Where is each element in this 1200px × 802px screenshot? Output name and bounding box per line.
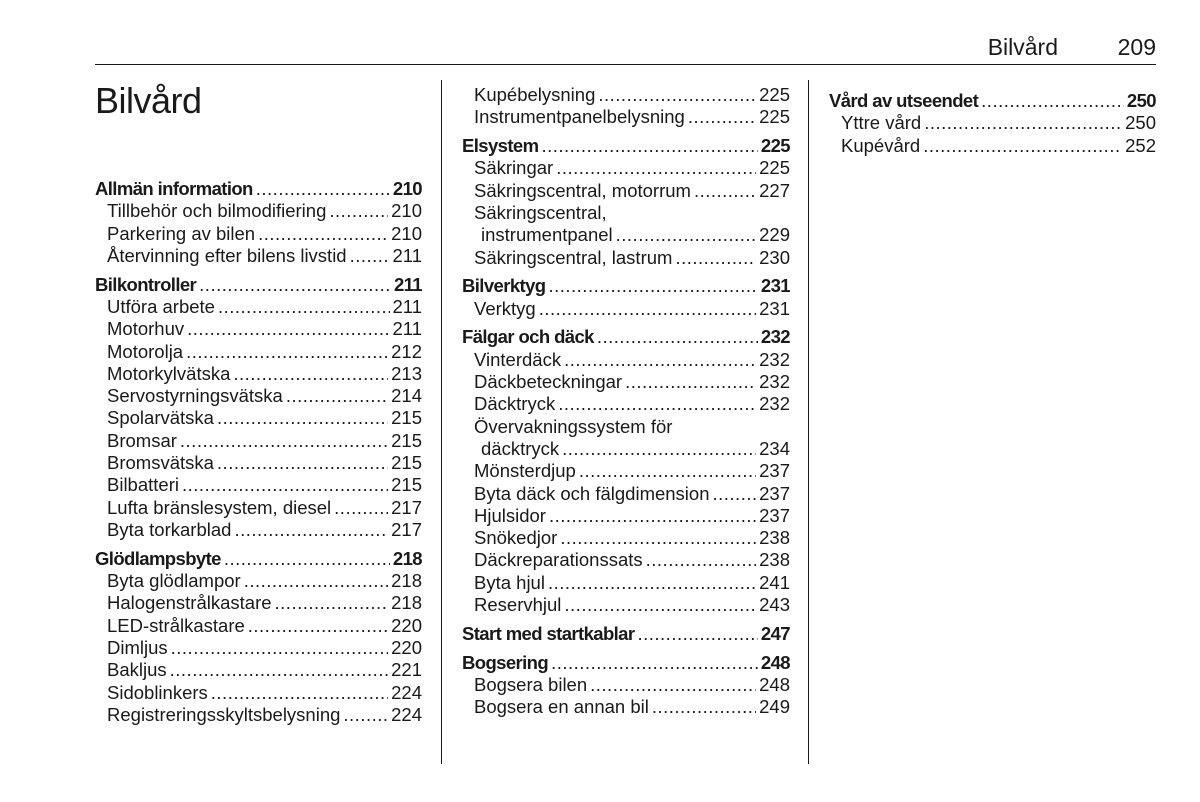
toc-section-entry[interactable] — [95, 178, 422, 200]
toc-entry-label: Bromsvätska — [107, 452, 214, 474]
toc-entry[interactable] — [95, 474, 422, 496]
toc-entry-label: Elsystem — [462, 135, 539, 157]
toc-entry-page-number: 218 — [391, 592, 422, 614]
toc-entry[interactable] — [462, 594, 790, 616]
toc-entry-page-number: 238 — [759, 527, 790, 549]
toc-entry[interactable] — [462, 527, 790, 549]
dot-leader — [924, 112, 1122, 134]
toc-entry-label: Återvinning efter bilens livstid — [107, 244, 347, 266]
toc-entry-label: Start med startkablar — [462, 622, 635, 644]
toc-entry-label: Däckbeteckningar — [474, 371, 623, 393]
toc-entry-page-number: 212 — [391, 340, 422, 362]
dot-leader — [186, 341, 388, 363]
dot-leader — [590, 674, 756, 696]
toc-entry-page-number: 224 — [391, 703, 422, 725]
toc-entry[interactable] — [95, 200, 422, 222]
toc-entry[interactable] — [462, 505, 790, 527]
dot-leader — [551, 652, 758, 674]
toc-entry-label: Säkringscentral, — [474, 201, 607, 223]
toc-entry[interactable] — [462, 572, 790, 594]
dot-leader — [258, 223, 388, 245]
dot-leader — [233, 363, 388, 385]
dot-leader — [597, 326, 758, 348]
toc-entry[interactable] — [462, 549, 790, 571]
toc-entry-page-number: 231 — [760, 275, 790, 297]
dot-leader — [562, 438, 756, 460]
toc-entry[interactable] — [95, 592, 422, 614]
toc-entry[interactable] — [462, 202, 790, 224]
toc-entry[interactable] — [95, 497, 422, 519]
dot-leader — [558, 393, 756, 415]
chapter-title: Bilvård — [95, 80, 202, 121]
toc-entry-page-number: 237 — [759, 504, 790, 526]
toc-entry-label: Sidoblinkers — [107, 681, 208, 703]
dot-leader — [675, 247, 756, 269]
toc-entry-page-number: 211 — [392, 295, 422, 317]
column-divider-1 — [441, 80, 442, 764]
toc-entry[interactable] — [462, 371, 790, 393]
dot-leader — [637, 623, 757, 645]
toc-entry-page-number: 229 — [759, 224, 790, 246]
toc-entry[interactable] — [95, 385, 422, 407]
toc-entry-page-number: 211 — [392, 244, 422, 266]
toc-entry-label: Byta torkarblad — [107, 518, 232, 540]
toc-entry-label: Bogsera bilen — [474, 673, 588, 695]
toc-entry[interactable] — [462, 349, 790, 371]
toc-entry-page-number: 249 — [759, 696, 790, 718]
toc-section-entry[interactable] — [462, 623, 790, 645]
toc-entry-label: Bogsera en annan bil — [474, 696, 649, 718]
toc-entry-page-number: 215 — [391, 474, 422, 496]
toc-entry-label: Motorhuv — [107, 318, 185, 340]
toc-entry-page-number: 250 — [1125, 112, 1156, 134]
toc-entry-label: Snökedjor — [474, 527, 558, 549]
toc-entry-label: Säkringar — [474, 157, 554, 179]
dot-leader — [646, 549, 756, 571]
toc-entry-label: Bromsar — [107, 429, 177, 451]
toc-entry-page-number: 213 — [391, 362, 422, 384]
toc-entry[interactable] — [462, 483, 790, 505]
toc-column-2 — [462, 84, 790, 719]
toc-entry-page-number: 215 — [391, 407, 422, 429]
dot-leader — [548, 275, 757, 297]
toc-entry[interactable] — [829, 135, 1156, 157]
dot-leader — [625, 371, 756, 393]
toc-entry-page-number: 225 — [759, 106, 790, 128]
dot-leader — [694, 180, 756, 202]
dot-leader — [224, 548, 390, 570]
dot-leader — [187, 318, 389, 340]
toc-section-entry[interactable] — [462, 275, 790, 297]
toc-entry[interactable] — [95, 430, 422, 452]
toc-entry-label: Instrumentpanelbelysning — [474, 106, 685, 128]
dot-leader — [556, 157, 756, 179]
toc-entry-label: Spolarvätska — [107, 407, 214, 429]
running-header-section: Bilvård — [987, 34, 1058, 60]
toc-entry-label: Övervakningssystem för — [474, 415, 673, 437]
dot-leader — [218, 296, 390, 318]
toc-entry[interactable] — [95, 452, 422, 474]
toc-entry[interactable] — [95, 637, 422, 659]
toc-entry-label: Bakljus — [107, 659, 167, 681]
toc-entry-label: Reservhjul — [474, 594, 562, 616]
dot-leader — [275, 592, 389, 614]
toc-entry[interactable] — [462, 106, 790, 128]
toc-entry-label: Lufta bränslesystem, diesel — [107, 496, 332, 518]
dot-leader — [981, 90, 1124, 112]
toc-entry-page-number: 238 — [759, 549, 790, 571]
toc-entry[interactable] — [95, 223, 422, 245]
toc-entry-page-number: 248 — [760, 651, 790, 673]
toc-entry[interactable] — [462, 84, 790, 106]
toc-entry[interactable] — [462, 696, 790, 718]
toc-entry-label: Vinterdäck — [474, 348, 562, 370]
toc-entry[interactable] — [95, 341, 422, 363]
toc-entry-label: Byta glödlampor — [107, 570, 241, 592]
toc-entry-page-number: 247 — [760, 622, 790, 644]
toc-entry-label: Motorolja — [107, 340, 184, 362]
toc-entry-label: Parkering av bilen — [107, 222, 256, 244]
toc-section-entry[interactable] — [95, 274, 422, 296]
toc-entry-label: Kupévård — [841, 134, 921, 156]
toc-entry-page-number: 217 — [391, 496, 422, 518]
toc-entry-label: Hjulsidor — [474, 504, 546, 526]
toc-entry[interactable] — [95, 363, 422, 385]
toc-entry-page-number: 220 — [391, 636, 422, 658]
toc-entry-page-number: 211 — [393, 273, 422, 295]
dot-leader — [171, 637, 388, 659]
dot-leader — [170, 659, 388, 681]
dot-leader — [539, 298, 756, 320]
toc-entry[interactable] — [829, 112, 1156, 134]
dot-leader — [598, 84, 756, 106]
toc-entry[interactable] — [95, 704, 422, 726]
toc-section-entry[interactable] — [462, 135, 790, 157]
dot-leader — [548, 572, 756, 594]
toc-entry-page-number: 215 — [391, 452, 422, 474]
toc-entry-page-number: 248 — [759, 673, 790, 695]
toc-entry-page-number: 210 — [391, 200, 422, 222]
toc-section-entry[interactable] — [95, 548, 422, 570]
dot-leader — [564, 594, 756, 616]
toc-entry-page-number: 218 — [392, 547, 422, 569]
toc-entry[interactable] — [95, 570, 422, 592]
dot-leader — [350, 245, 390, 267]
toc-section-entry[interactable] — [829, 90, 1156, 112]
toc-entry-page-number: 214 — [391, 385, 422, 407]
toc-entry[interactable] — [462, 416, 790, 438]
dot-leader — [713, 483, 757, 505]
dot-leader — [616, 224, 756, 246]
toc-entry[interactable] — [95, 245, 422, 267]
toc-entry-page-number: 211 — [392, 318, 422, 340]
dot-leader — [244, 570, 388, 592]
toc-entry-label: Halogenstrålkastare — [107, 592, 272, 614]
toc-entry-page-number: 231 — [759, 297, 790, 319]
toc-entry-page-number: 237 — [759, 460, 790, 482]
toc-entry-label: LED-strålkastare — [107, 614, 245, 636]
toc-entry-page-number: 225 — [760, 135, 790, 157]
toc-entry-label: Dimljus — [107, 636, 168, 658]
toc-entry-label: Bilkontroller — [95, 273, 197, 295]
toc-entry[interactable] — [462, 157, 790, 179]
toc-entry[interactable] — [95, 407, 422, 429]
toc-entry-page-number: 217 — [391, 518, 422, 540]
running-header — [95, 30, 1156, 65]
toc-entry-page-number: 250 — [1126, 90, 1156, 111]
dot-leader — [217, 407, 388, 429]
toc-entry-label: Däckreparationssats — [474, 549, 643, 571]
toc-entry-page-number: 215 — [391, 429, 422, 451]
toc-entry[interactable] — [462, 438, 790, 460]
dot-leader — [256, 178, 390, 200]
toc-entry[interactable] — [95, 615, 422, 637]
toc-entry-page-number: 243 — [759, 594, 790, 616]
dot-leader — [180, 430, 388, 452]
dot-leader — [234, 519, 388, 541]
toc-entry-label: Fälgar och däck — [462, 326, 594, 348]
toc-entry-page-number: 232 — [760, 326, 790, 348]
toc-entry-page-number: 241 — [759, 571, 790, 593]
toc-section-entry[interactable] — [462, 326, 790, 348]
toc-entry-page-number: 225 — [759, 84, 790, 105]
toc-entry-page-number: 232 — [759, 348, 790, 370]
dot-leader — [217, 452, 388, 474]
dot-leader — [541, 135, 757, 157]
dot-leader — [560, 527, 756, 549]
toc-entry-page-number: 224 — [391, 681, 422, 703]
toc-entry[interactable] — [462, 298, 790, 320]
toc-entry-label: Tillbehör och bilmodifiering — [107, 200, 327, 222]
toc-entry-label: Yttre vård — [841, 112, 922, 134]
toc-entry-page-number: 210 — [391, 222, 422, 244]
toc-entry-page-number: 210 — [392, 178, 422, 199]
toc-entry-label: Kupébelysning — [474, 84, 596, 105]
toc-entry-page-number: 232 — [759, 393, 790, 415]
toc-entry[interactable] — [95, 682, 422, 704]
toc-entry-label: Mönsterdjup — [474, 460, 576, 482]
toc-entry-page-number: 230 — [759, 246, 790, 268]
toc-entry-page-number: 237 — [759, 482, 790, 504]
toc-entry[interactable] — [95, 659, 422, 681]
toc-entry[interactable] — [462, 393, 790, 415]
toc-entry-page-number: 221 — [391, 659, 422, 681]
toc-entry[interactable] — [462, 460, 790, 482]
toc-section-entry[interactable] — [462, 652, 790, 674]
dot-leader — [343, 704, 388, 726]
toc-entry-label: Utföra arbete — [107, 295, 215, 317]
toc-entry-page-number: 227 — [759, 179, 790, 201]
dot-leader — [652, 696, 756, 718]
toc-entry-label: instrumentpanel — [481, 224, 613, 246]
dot-leader — [923, 135, 1122, 157]
toc-entry-page-number: 232 — [759, 371, 790, 393]
toc-entry-label: Allmän information — [95, 178, 253, 199]
toc-entry-label: Motorkylvätska — [107, 362, 231, 384]
dot-leader — [564, 349, 756, 371]
toc-entry-label: Däcktryck — [474, 393, 556, 415]
toc-column-1 — [95, 178, 422, 726]
toc-entry[interactable] — [95, 296, 422, 318]
dot-leader — [334, 497, 388, 519]
dot-leader — [688, 106, 756, 128]
dot-leader — [286, 385, 388, 407]
toc-entry-page-number: 234 — [759, 437, 790, 459]
dot-leader — [211, 682, 388, 704]
toc-entry[interactable] — [462, 180, 790, 202]
toc-entry-label: däcktryck — [481, 437, 560, 459]
toc-entry-label: Bilverktyg — [462, 275, 546, 297]
dot-leader — [199, 274, 391, 296]
dot-leader — [579, 460, 756, 482]
toc-entry-label: Byta däck och fälgdimension — [474, 482, 710, 504]
toc-entry-label: Registreringsskyltsbelysning — [107, 703, 341, 725]
dot-leader — [182, 474, 388, 496]
toc-entry-label: Glödlampsbyte — [95, 547, 221, 569]
toc-column-3 — [829, 90, 1156, 157]
toc-entry-label: Verktyg — [474, 297, 536, 319]
toc-entry[interactable] — [462, 224, 790, 246]
toc-entry-page-number: 252 — [1125, 134, 1156, 156]
toc-entry[interactable] — [95, 318, 422, 340]
page-number: 209 — [1117, 34, 1156, 60]
column-divider-2 — [808, 80, 809, 764]
toc-entry-page-number: 218 — [391, 570, 422, 592]
toc-entry[interactable] — [462, 247, 790, 269]
toc-entry-label: Vård av utseendet — [829, 90, 979, 111]
dot-leader — [549, 505, 756, 527]
toc-entry-label: Bilbatteri — [107, 474, 179, 496]
toc-entry-label: Säkringscentral, lastrum — [474, 246, 673, 268]
toc-entry-page-number: 225 — [759, 157, 790, 179]
toc-entry[interactable] — [462, 674, 790, 696]
toc-entry-label: Servostyrningsvätska — [107, 385, 283, 407]
dot-leader — [329, 200, 388, 222]
toc-entry-label: Byta hjul — [474, 571, 545, 593]
dot-leader — [248, 615, 388, 637]
toc-entry[interactable] — [95, 519, 422, 541]
toc-entry-page-number: 220 — [391, 614, 422, 636]
toc-entry-label: Säkringscentral, motorrum — [474, 179, 691, 201]
toc-entry-label: Bogsering — [462, 651, 549, 673]
